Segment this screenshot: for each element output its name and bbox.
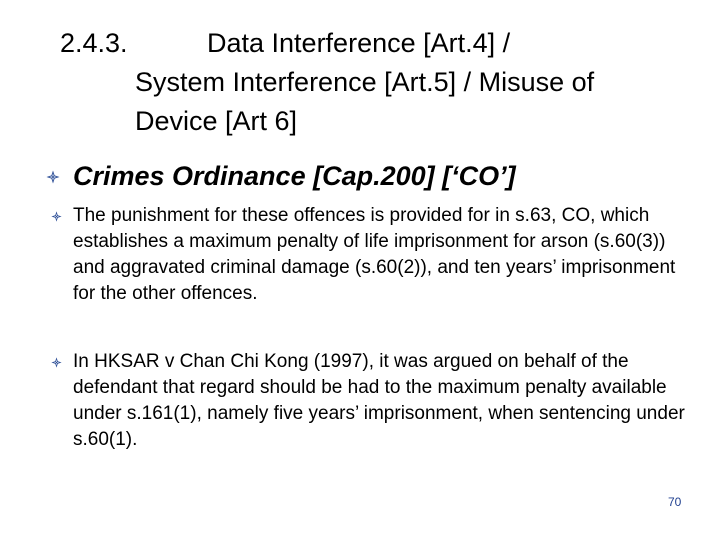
diamond-bullet-icon bbox=[51, 357, 62, 368]
slide-title bbox=[60, 24, 700, 141]
bullet-heading-text: Crimes Ordinance [Cap.200] [‘CO’] bbox=[73, 161, 516, 191]
diamond-bullet-icon bbox=[51, 211, 62, 222]
title-line-2: System Interference [Art.5] / Misuse of bbox=[135, 67, 595, 97]
title-line-1 bbox=[60, 24, 700, 63]
title-number: 2.4.3. bbox=[60, 28, 128, 58]
bullet-body-text: The punishment for these offences is provided for in s.63, CO, which establishes a maximum penalty of life imprisonment for arson (s.60(3)) and aggravated criminal damage (s.60(2)), and ten years’ imprisonment for the other offences. bbox=[73, 205, 676, 304]
page-number: 70 bbox=[668, 495, 682, 509]
title-text-1: Data Interference [Art.4] / bbox=[207, 28, 511, 58]
title-line-3: Device [Art 6] bbox=[135, 106, 298, 136]
diamond-bullet-icon bbox=[46, 170, 60, 184]
bullet-body-text: In HKSAR v Chan Chi Kong (1997), it was argued on behalf of the defendant that regard should be had to the maximum penalty available under s.161(1), namely five years’ imprisonment, when sentencing under s.60(1). bbox=[73, 351, 685, 450]
